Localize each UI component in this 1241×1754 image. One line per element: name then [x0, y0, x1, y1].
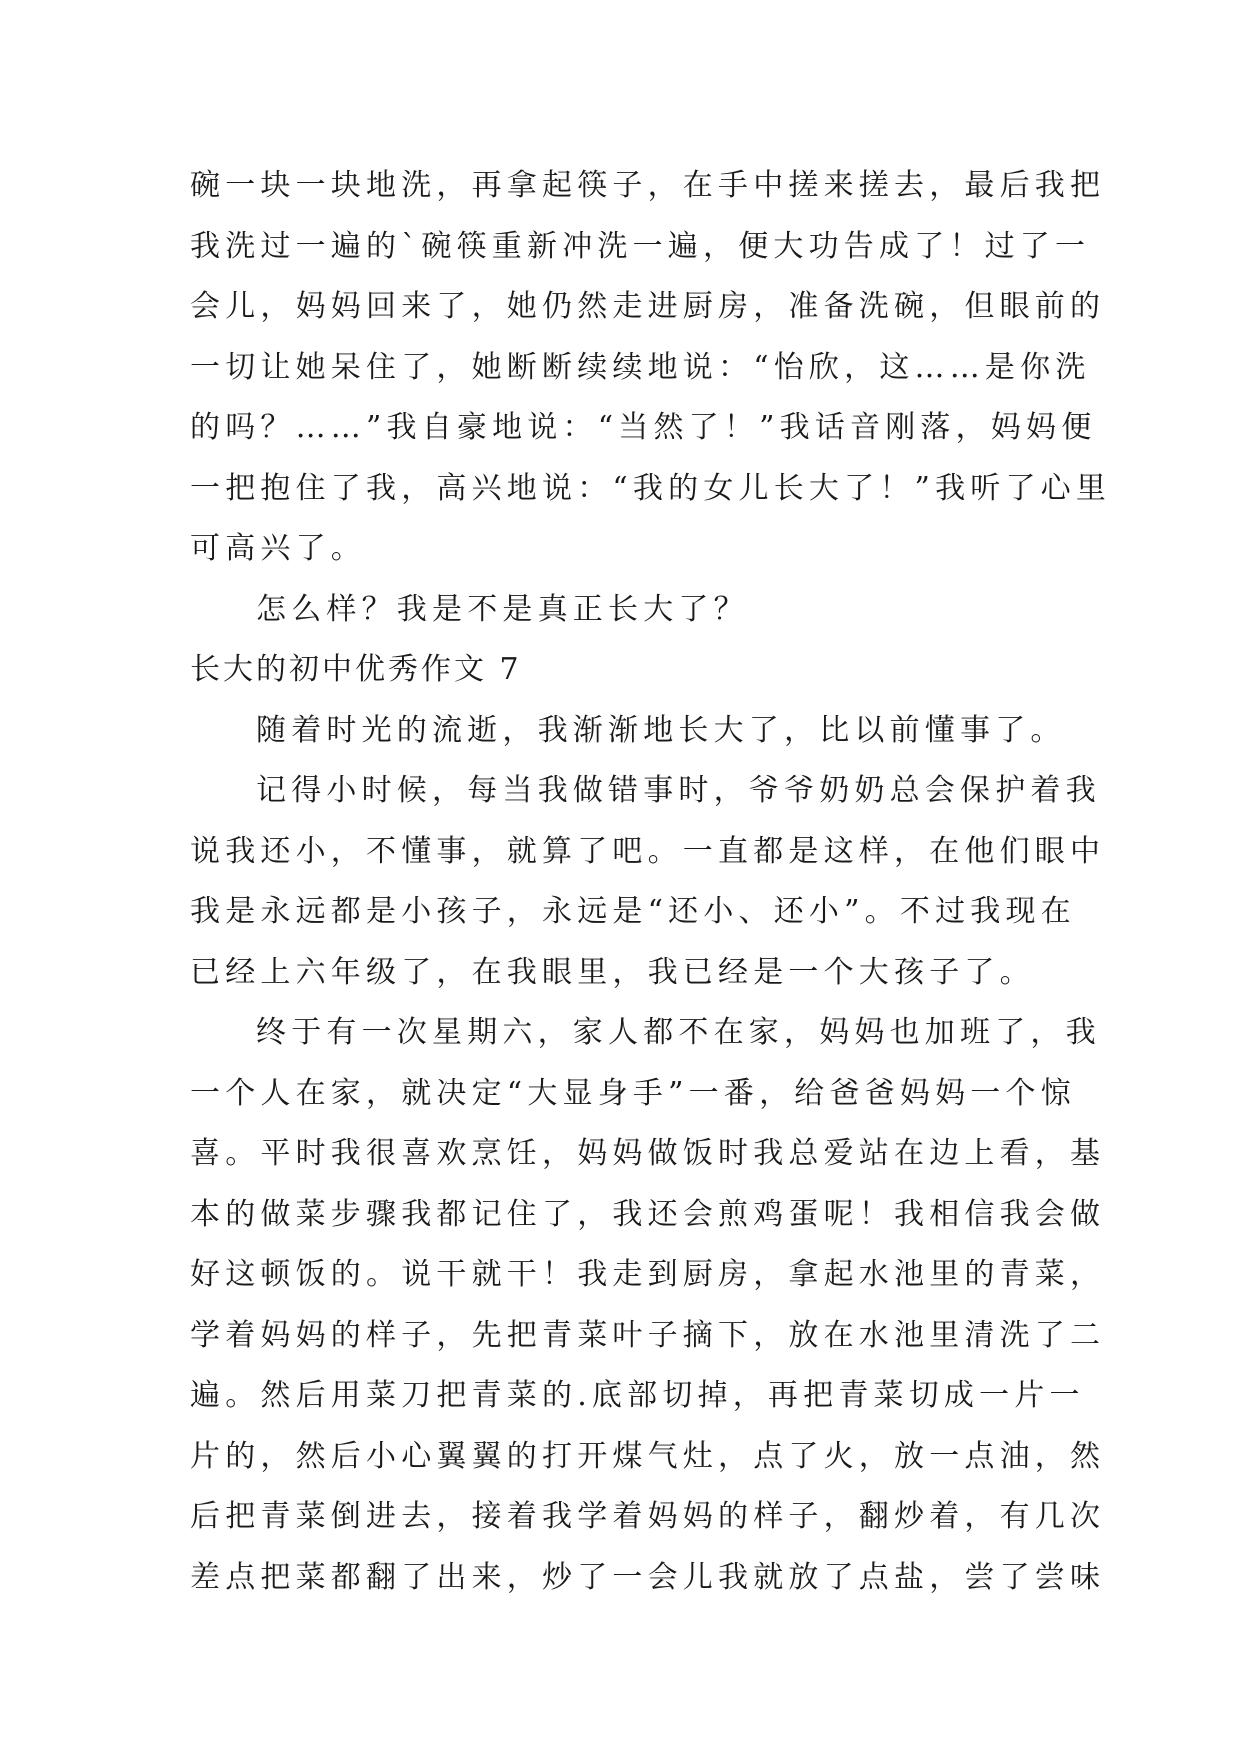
text-line: 终于有一次星期六，家人都不在家，妈妈也加班了，我: [256, 1015, 1101, 1050]
text-line: 可高兴了。: [190, 531, 366, 566]
text-line: 记得小时候，每当我做错事时，爷爷奶奶总会保护着我: [256, 773, 1101, 808]
text-line: 一切让她呆住了，她断断续续地说：“怡欣，这……是你洗: [190, 349, 1091, 385]
text-line: 后把青菜倒进去，接着我学着妈妈的样子，翻炒着，有几次: [190, 1499, 1106, 1534]
text-line: 本的做菜步骤我都记住了，我还会煎鸡蛋呢！我相信我会做: [190, 1196, 1106, 1232]
text-line: 说我还小，不懂事，就算了吧。一直都是这样，在他们眼中: [190, 833, 1106, 869]
text-line: 我洗过一遍的`碗筷重新冲洗一遍，便大功告成了！过了一: [190, 228, 1091, 264]
text-line: 喜。平时我很喜欢烹饪，妈妈做饭时我总爱站在边上看，基: [190, 1136, 1106, 1171]
text-line: 我是永远都是小孩子，永远是“还小、还小”。不过我现在: [190, 894, 1076, 929]
text-line: 片的，然后小心翼翼的打开煤气灶，点了火，放一点油，然: [190, 1438, 1106, 1474]
text-line: 一个人在家，就决定“大显身手”一番，给爸爸妈妈一个惊: [190, 1075, 1076, 1111]
text-line: 随着时光的流逝，我渐渐地长大了，比以前懂事了。: [256, 712, 1066, 748]
section-heading: 长大的初中优秀作文 7: [190, 652, 522, 687]
text-line: 已经上六年级了，在我眼里，我已经是一个大孩子了。: [190, 954, 1035, 990]
text-line: 的吗？……”我自豪地说：“当然了！”我话音刚落，妈妈便: [190, 410, 1097, 445]
document-body: [190, 156, 1112, 1608]
text-line: 一把抱住了我，高兴地说：“我的女儿长大了！”我听了心里: [190, 470, 1112, 506]
text-line: 学着妈妈的样子，先把青菜叶子摘下，放在水池里清洗了二: [190, 1317, 1106, 1353]
text-line: 碗一块一块地洗，再拿起筷子，在手中搓来搓去，最后我把: [190, 168, 1106, 203]
text-line: 遍。然后用菜刀把青菜的.底部切掉，再把青菜切成一片一: [190, 1378, 1085, 1413]
text-line: 差点把菜都翻了出来，炒了一会儿我就放了点盐，尝了尝味: [190, 1559, 1106, 1595]
text-line: 怎么样？我是不是真正长大了？: [256, 591, 749, 627]
text-line: 会儿，妈妈回来了，她仍然走进厨房，准备洗碗，但眼前的: [190, 289, 1106, 324]
text-line: 好这顿饭的。说干就干！我走到厨房，拿起水池里的青菜，: [190, 1257, 1106, 1292]
